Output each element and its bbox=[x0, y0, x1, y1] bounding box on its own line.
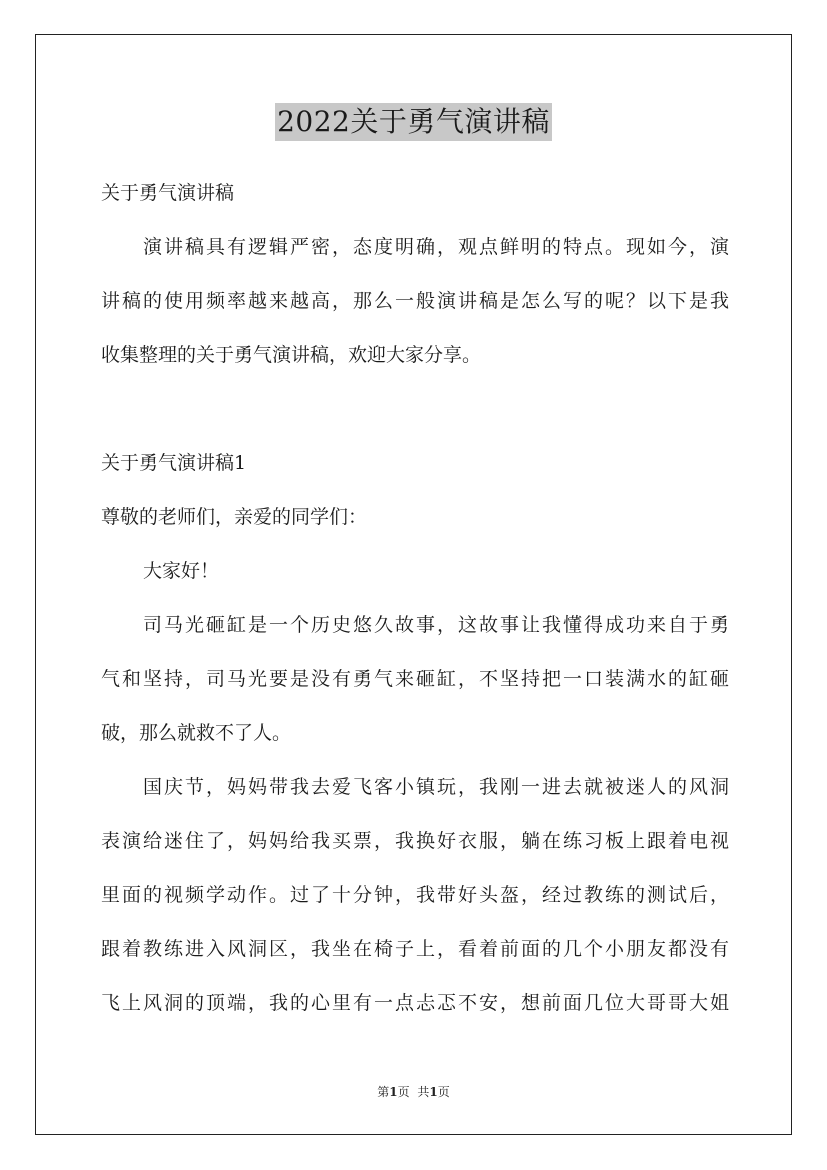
intro-line-3: 收集整理的关于勇气演讲稿，欢迎大家分享。 bbox=[101, 344, 482, 366]
page-footer bbox=[0, 1084, 827, 1100]
salutation: 尊敬的老师们，亲爱的同学们： bbox=[101, 506, 368, 528]
paragraph1-line-2: 气和坚持，司马光要是没有勇气来砸缸，不坚持把一口装满水的缸砸 bbox=[101, 668, 729, 690]
paragraph2-line-1: 国庆节，妈妈带我去爱飞客小镇玩，我刚一进去就被迷人的风洞 bbox=[143, 776, 729, 798]
paragraph2-line-4: 跟着教练进入风洞区，我坐在椅子上，看着前面的几个小朋友都没有 bbox=[101, 938, 729, 960]
greeting: 大家好！ bbox=[143, 560, 220, 582]
section-title: 关于勇气演讲稿1 bbox=[101, 452, 247, 474]
footer-page-suffix: 页 bbox=[397, 1085, 410, 1099]
footer-total-suffix: 页 bbox=[437, 1085, 450, 1099]
paragraph1-line-3: 破，那么就救不了人。 bbox=[101, 722, 292, 744]
footer-total-number: 1 bbox=[429, 1085, 438, 1099]
document-title: 2022关于勇气演讲稿 bbox=[275, 103, 552, 141]
footer-page-prefix: 第 bbox=[377, 1085, 390, 1099]
footer-page-number: 1 bbox=[389, 1085, 398, 1099]
intro-line-1: 演讲稿具有逻辑严密，态度明确，观点鲜明的特点。现如今，演 bbox=[143, 236, 729, 258]
footer-total-prefix: 共 bbox=[417, 1085, 430, 1099]
paragraph2-line-2: 表演给迷住了，妈妈给我买票，我换好衣服，躺在练习板上跟着电视 bbox=[101, 830, 729, 852]
paragraph2-line-5: 飞上风洞的顶端，我的心里有一点忐忑不安，想前面几位大哥哥大姐 bbox=[101, 992, 729, 1014]
paragraph1-line-1: 司马光砸缸是一个历史悠久故事，这故事让我懂得成功来自于勇 bbox=[143, 614, 729, 636]
title-container bbox=[0, 103, 827, 141]
paragraph2-line-3: 里面的视频学动作。过了十分钟，我带好头盔，经过教练的测试后， bbox=[101, 884, 729, 906]
intro-line-2: 讲稿的使用频率越来越高，那么一般演讲稿是怎么写的呢？以下是我 bbox=[101, 290, 729, 312]
document-heading: 关于勇气演讲稿 bbox=[101, 182, 235, 204]
